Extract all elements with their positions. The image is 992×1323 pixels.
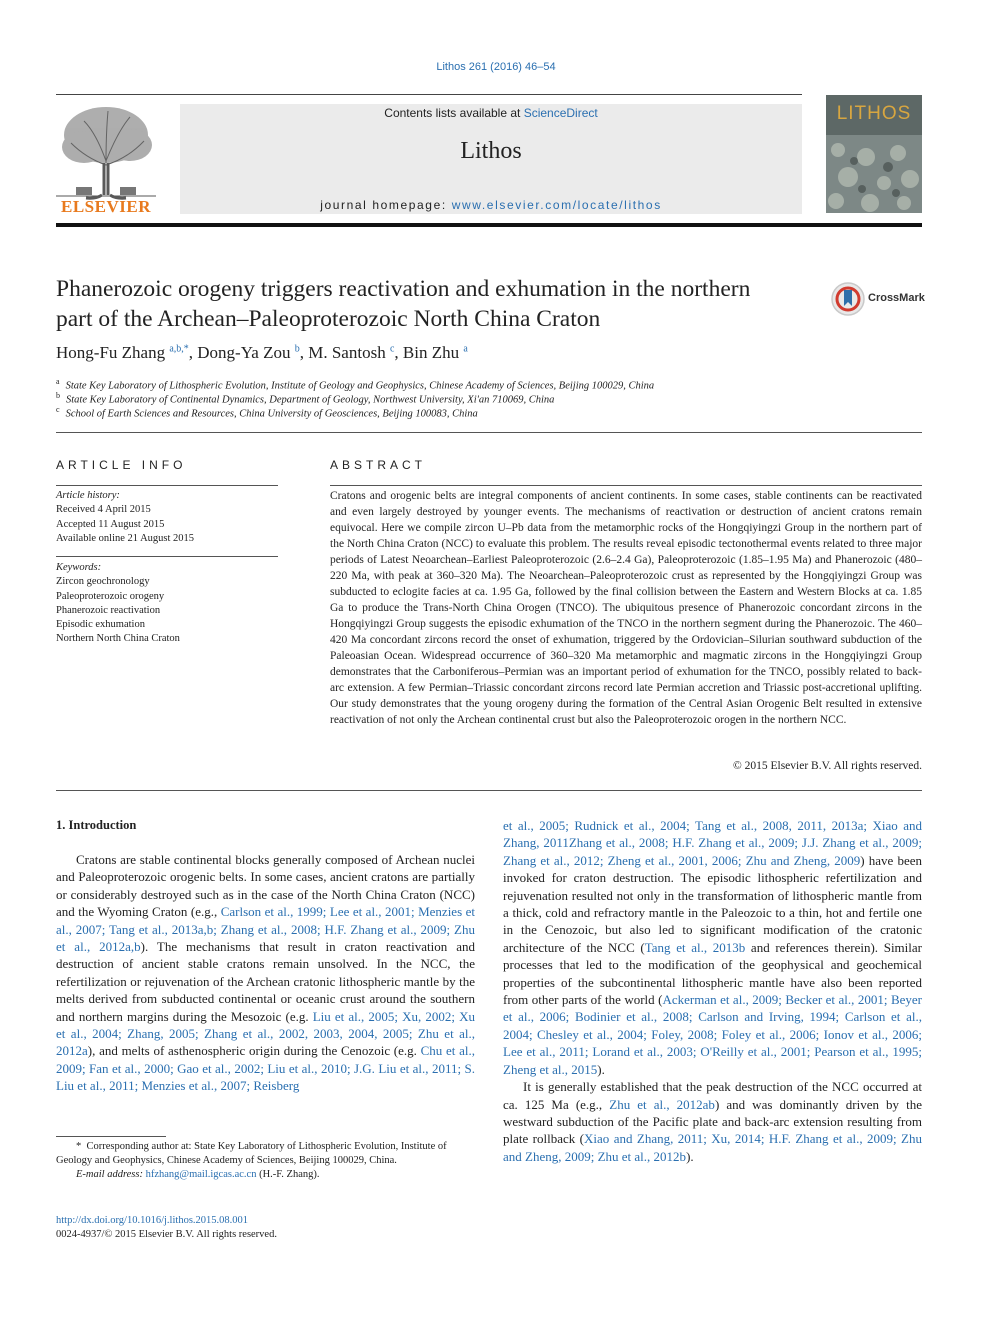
journal-cover-image[interactable] <box>826 95 922 213</box>
intro-paragraph <box>503 817 922 1078</box>
paragraph-text: ). The mechanisms that result in craton reactivation and destruction of ancient stable cratons remain unsolved. In the NCC, the refertilization or rejuvenation of the Archean cratonic lithospheric mantle by the melts derived from subducted continental or oceanic crust around the southern and northern margins during the Mesozoic (e.g. <box>56 939 475 1024</box>
journal-citation[interactable]: Lithos 261 (2016) 46–54 <box>436 61 556 73</box>
affiliation-rule <box>56 432 922 433</box>
affiliation-text: State Key Laboratory of Continental Dynamics, Department of Geology, Northwest University, Xi'an 710069, China <box>66 394 555 406</box>
paragraph-text: Cratons are stable continental blocks generally composed of Archean nuclei and Paleoproterozoic orogenic belts. In some cases, ancient cratons are partially or considerably destroyed such as in the case of the North China Craton (NCC) and the Wyoming Craton (e.g., <box>56 852 475 920</box>
issn-copyright: 0024-4937/© 2015 Elsevier B.V. All rights reserved. <box>56 1229 277 1240</box>
body-column-left <box>56 851 475 1095</box>
received-date: Received 4 April 2015 <box>56 504 151 516</box>
author-name[interactable]: Bin Zhu <box>402 343 460 362</box>
author-name[interactable]: M. Santosh <box>308 343 386 362</box>
journal-homepage-line <box>180 198 802 212</box>
corresponding-author-footnote <box>56 1140 475 1182</box>
keyword-item: Zircon geochronology <box>56 576 150 588</box>
paragraph-text: ). <box>686 1148 694 1164</box>
footnote-rule <box>56 1136 166 1137</box>
citation-link[interactable]: et al., 2005; Rudnick et al., 2004; Tang et al., 2008, 2011, 2013a; Xiao and Zhang, 2011Zhang et al., 2008; H.F. Zhang et al., 2009; J.J. Zhang et al., 2009; Zhang et al., 2012; Zheng et al., 2001, 2006; Zhu and Zheng, 2009 <box>503 818 922 868</box>
article-info-rule <box>56 485 278 486</box>
contents-available-line <box>180 106 802 120</box>
author-list: Hong-Fu Zhang $^{a,b,*}$, Dong-Ya Zou $^b$, M. Santosh $^c$, Bin Zhu $^a$ <box>56 343 468 362</box>
author-affil-sup[interactable]: a <box>463 343 468 355</box>
citation-link[interactable]: Liu et al., 2005; Xu, 2002; Xu et al., 2004; Zhang, 2005; Zhang et al., 2002, 2003, 2004, 2005; Zhu et al., 2012a <box>56 1008 475 1059</box>
author-email-link[interactable]: hfzhang@mail.igcas.ac.cn <box>145 1169 257 1180</box>
masthead-top-rule <box>56 94 802 95</box>
keywords-block <box>56 561 180 647</box>
citation-link[interactable]: Carlson et al., 1999; Lee et al., 2001; Menzies et al., 2007; Tang et al., 2013a,b; Zhang et al., 2008; H.F. Zhang et al., 2009; Zhu et al., 2012a,b <box>56 904 475 955</box>
affiliation-text: School of Earth Sciences and Resources, China University of Geosciences, Beijing 100083, China <box>65 408 478 420</box>
body-column-right <box>503 817 922 1165</box>
paragraph-text: ), and melts of asthenospheric origin during the Cenozoic (e.g. <box>87 1043 421 1059</box>
affiliation-sup: c <box>56 405 60 414</box>
paragraph-text: It is generally established that the peak destruction of the NCC occurred at ca. 125 Ma (e.g., <box>503 1079 922 1112</box>
affiliation <box>56 377 654 392</box>
keyword-item: Episodic exhumation <box>56 619 145 631</box>
affiliation-sup: a <box>56 377 60 386</box>
citation-link[interactable]: Chu et al., 2009; Fan et al., 2000; Gao et al., 2002; Liu et al., 2010; J.G. Liu et al., 2011; S. Liu et al., 2011; Menzies et al., 2007; Reisberg <box>56 1043 475 1094</box>
abstract-copyright: © 2015 Elsevier B.V. All rights reserved. <box>733 760 922 772</box>
article-history <box>56 489 194 546</box>
affiliation <box>56 391 554 406</box>
author-name[interactable]: Dong-Ya Zou <box>197 343 291 362</box>
email-suffix: (H.-F. Zhang). <box>259 1169 320 1180</box>
footnote-marker: * <box>76 1141 82 1152</box>
keyword-item: Northern North China Craton <box>56 633 180 645</box>
keyword-item: Paleoproterozoic orogeny <box>56 590 165 602</box>
doi-link[interactable]: http://dx.doi.org/10.1016/j.lithos.2015.08.001 <box>56 1215 249 1226</box>
paragraph-text: ) have been invoked for craton destruction. The episodic lithospheric refertilization and rejuvenation resulted not only in the transformation of lithospheric mantle from a thick, cold and refractory mantle in the Paleozoic to a thin, hot and fertile one in the Cenozoic, but also led to significant modification of the cratonic architecture of the NCC ( <box>503 852 922 955</box>
citation-link[interactable]: Ackerman et al., 2009; Becker et al., 2001; Beyer et al., 2006; Bodinier et al., 2008; Carlson and Irving, 1994; Carlson et al., 2004; Chesley et al., 2004; Foley, 2008; Foley et al., 2006; Ionov et al., 2006; Lee et al., 2011; Lorand et al., 2003; O'Reilly et al., 2001; Pearson et al., 1995; Zheng et al., 2015 <box>503 992 922 1077</box>
citation-link[interactable]: Tang et al., 2013b <box>644 939 746 955</box>
article-info-heading: ARTICLE INFO <box>56 458 187 472</box>
cover-title: LITHOS <box>836 103 912 124</box>
online-date: Available online 21 August 2015 <box>56 532 195 544</box>
paragraph-text: and references therein). Similar processes that led to the modification of the geophysical and geochemical properties of the subcontinental lithospheric mantle have also been reported from other parts of the world ( <box>503 939 922 1008</box>
affiliation-sup: b <box>56 391 60 400</box>
keywords-rule <box>56 556 278 557</box>
citation-link[interactable]: Zhu et al., 2012ab <box>609 1096 715 1112</box>
sciencedirect-link[interactable]: ScienceDirect <box>523 106 598 120</box>
affiliation <box>56 405 478 420</box>
elsevier-wordmark: ELSEVIER <box>61 197 151 216</box>
body-rule <box>56 790 922 791</box>
author-affil-sup[interactable]: c <box>389 343 395 355</box>
journal-title: Lithos <box>460 138 522 164</box>
email-label: E-mail address: <box>76 1169 143 1180</box>
abstract-heading: ABSTRACT <box>330 458 427 472</box>
paragraph-text: ). <box>597 1061 605 1077</box>
footnote-corresponding: Corresponding author at: State Key Laboratory of Lithospheric Evolution, Institute of Geology and Geophysics, Chinese Academy of Sciences, Beijing 100029, China. <box>56 1141 447 1166</box>
abstract-text: Cratons and orogenic belts are integral components of ancient continents. In some cases, stable continents can be reactivated and even largely destroyed by younger events. The mechanisms of reactivation or destruction of ancient cratons remain equivocal. Here we compile zircon U–Pb data from the metamorphic rocks of the Hongqiyingzi Group in the northern part of the North China Craton (NCC) to evaluate this problem. The results reveal episodic tectonothermal events related to three major periods of Latest Neoarchean–Earliest Paleoproterozoic (2.6–2.4 Ga), Paleoproterozoic (1.85–1.95 Ma) and Phanerozoic (480–220 Ma, with peak at 360–320 Ma). The Neoarchean–Paleoproterozoic crust as represented by the Hongqiyingzi Group was subducted to eclogite facies at ca. 1.95 Ga, followed by the final collision between the Eastern and Western Blocks at ca. 1.85 Ga to produce the Trans-North China Orogen (TNCO). The ubiquitous presence of Phanerozoic concordant zircons in the Hongqiyingzi Group suggests the episodic exhumation of the TNCO in the northern segment during the Phanerozoic. The 460–420 Ma concordant zircons record the onset of exhumation, triggered by the Ordovician–Silurian southward subduction of the Paleoasian Ocean. Widespread occurrence of 360–320 Ma metamorphic and magmatic zircons in the Hongqiyingzi Group demonstrates that the Carboniferous–Permian was an important period of exhumation for the TNCO, possibly related to back-arc extension. A few Permian–Triassic concordant zircons record late Permian accretion and Triassic post-accretional uplifting. Our study demonstrates that the young orogeny during the formation of the Central Asian Orogenic Belt resulted in extensive reactivation of not only the Archean continental crust but also the Paleoproterozoic orogen in the northern NCC. <box>330 490 922 726</box>
author-name[interactable]: Hong-Fu Zhang <box>56 343 166 362</box>
paragraph-text: ) and was dominantly driven by the westward subduction of the Pacific plate and back-arc extension resulting from plate rollback ( <box>503 1096 922 1147</box>
intro-paragraph <box>56 851 475 1095</box>
homepage-link[interactable]: www.elsevier.com/locate/lithos <box>451 198 662 212</box>
history-label: Article history: <box>56 490 120 501</box>
author-affil-sup[interactable]: b <box>294 343 300 355</box>
crossmark-label[interactable]: CrossMark <box>868 292 925 304</box>
author-affil-sup[interactable]: a,b,* <box>169 343 189 355</box>
article-title: Phanerozoic orogeny triggers reactivation and exhumation in the northern part of the Archean–Paleoproterozoic North China Craton <box>56 276 751 332</box>
section-heading-introduction: 1. Introduction <box>56 818 137 832</box>
accepted-date: Accepted 11 August 2015 <box>56 518 165 530</box>
keywords-label: Keywords: <box>56 562 102 573</box>
affiliation-text: State Key Laboratory of Lithospheric Evolution, Institute of Geology and Geophysics, Chinese Academy of Sciences, Beijing 100029, China <box>65 380 655 392</box>
homepage-prefix: journal homepage: <box>320 198 452 212</box>
citation-link[interactable]: Xiao and Zhang, 2011; Xu, 2014; H.F. Zhang et al., 2009; Zhu and Zheng, 2009; Zhu et al., 2012b <box>503 1131 922 1164</box>
header-thick-rule <box>56 223 922 227</box>
abstract-rule <box>330 485 922 486</box>
contents-prefix: Contents lists available at <box>384 106 524 120</box>
keyword-item: Phanerozoic reactivation <box>56 604 161 616</box>
intro-paragraph <box>503 1078 922 1165</box>
